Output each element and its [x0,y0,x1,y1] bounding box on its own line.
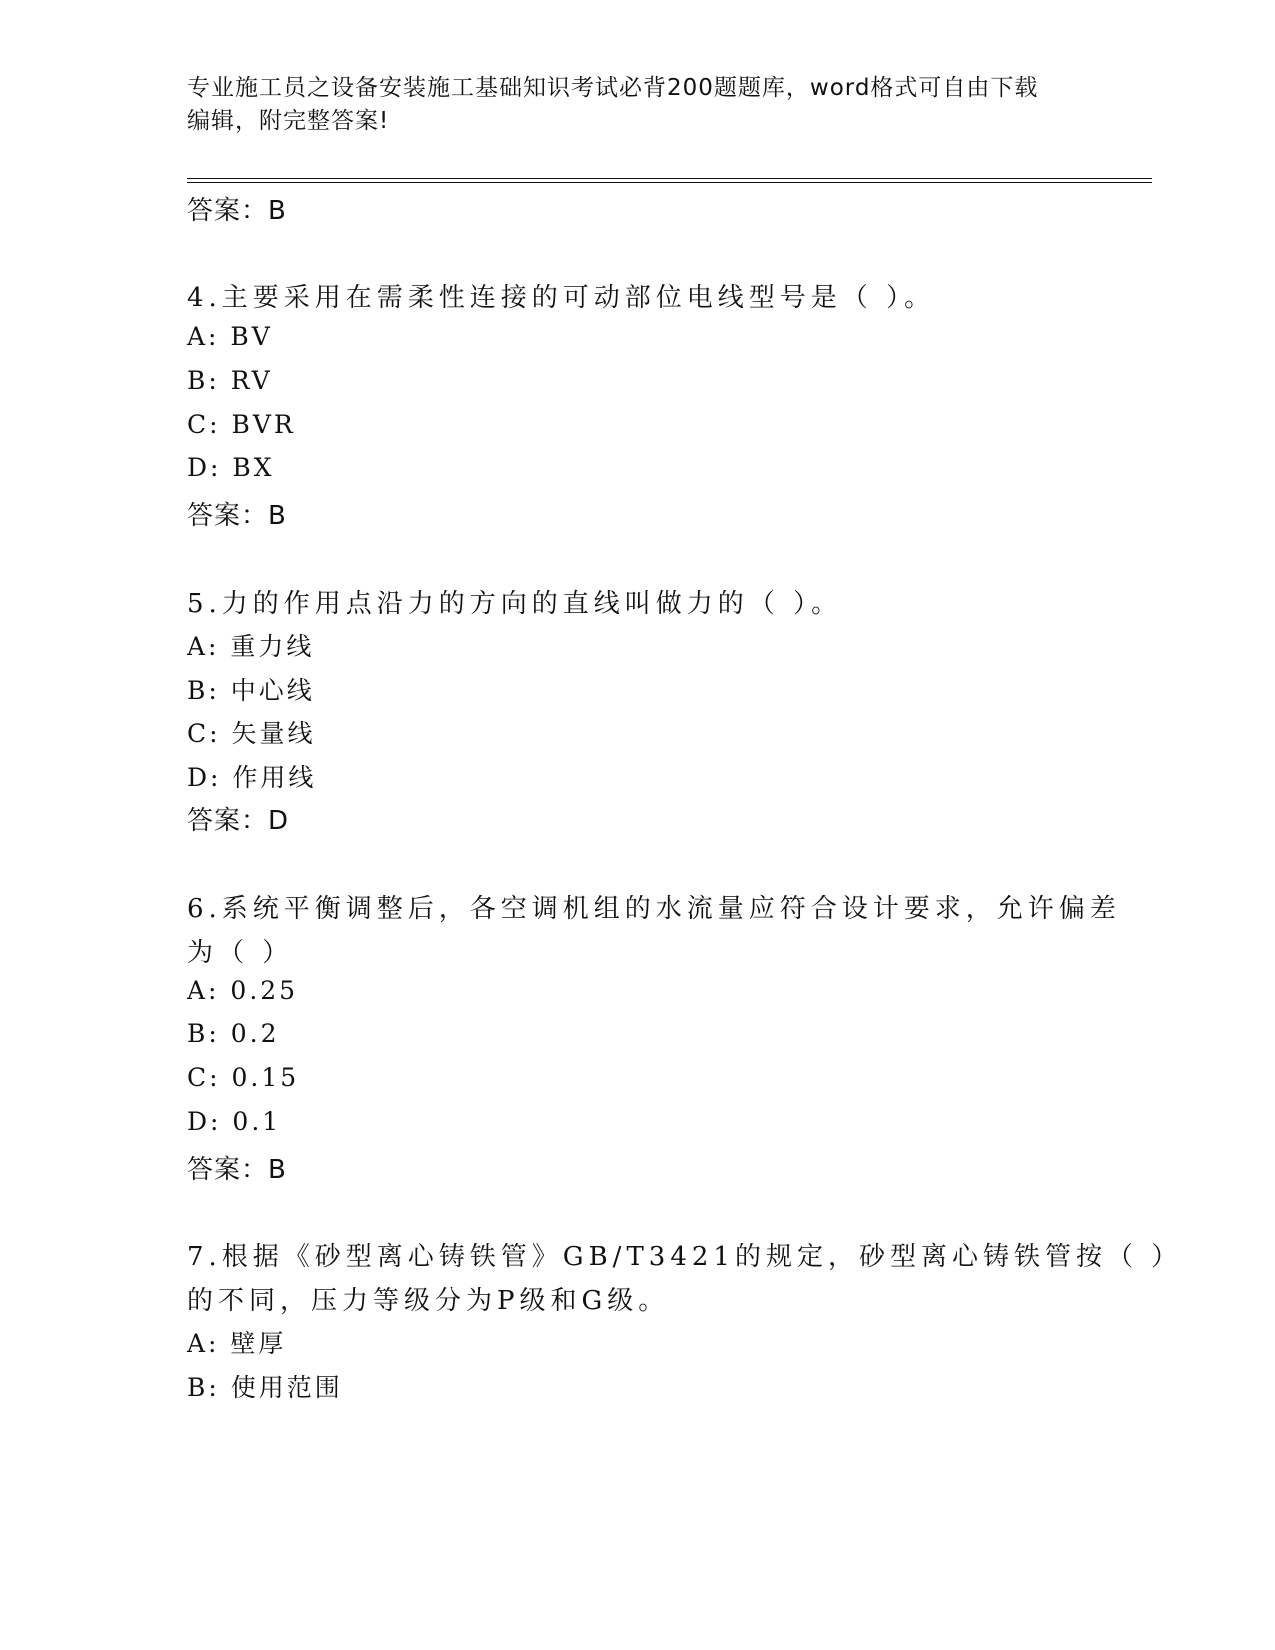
question-4-option-a: A: BV [187,322,273,351]
question-6-option-a: A: 0.25 [187,976,299,1005]
question-6-option-d: D: 0.1 [187,1107,282,1136]
question-4-option-d: D: BX [187,453,275,482]
question-5-option-d: D: 作用线 [187,763,317,792]
header-rule-bottom [187,182,1152,183]
question-6-option-c: C: 0.15 [187,1063,300,1092]
question-7-line-2: 的不同，压力等级分为P级和G级。 [187,1286,670,1316]
question-4-option-c: C: BVR [187,410,296,439]
document-header [187,72,1067,138]
answer-4: 答案：B [187,501,287,531]
answer-6: 答案：B [187,1155,287,1185]
question-5: 5.力的作用点沿力的方向的直线叫做力的（ ）。 [187,589,843,619]
answer-5: 答案：D [187,806,290,836]
question-6-line-1: 6.系统平衡调整后，各空调机组的水流量应符合设计要求，允许偏差 [187,894,1121,924]
question-5-option-b: B: 中心线 [187,676,315,705]
question-5-option-a: A: 重力线 [187,632,315,661]
answer-3: 答案：B [187,196,287,226]
question-6-line-2: 为（ ） [187,938,294,968]
question-5-option-c: C: 矢量线 [187,719,316,748]
question-4: 4.主要采用在需柔性连接的可动部位电线型号是（ ）。 [187,283,936,313]
question-7-option-b: B: 使用范围 [187,1373,343,1402]
question-7-option-a: A: 壁厚 [187,1329,287,1358]
header-line-2: 编辑，附完整答案! [187,108,390,134]
question-4-option-b: B: RV [187,366,273,395]
question-7-line-1: 7.根据《砂型离心铸铁管》GB/T3421的规定，砂型离心铸铁管按（ ） [187,1242,1183,1272]
header-line-1: 专业施工员之设备安装施工基础知识考试必背200题题库，word格式可自由下载 [187,75,1039,101]
question-6-option-b: B: 0.2 [187,1019,280,1048]
header-rule-top [187,178,1152,179]
